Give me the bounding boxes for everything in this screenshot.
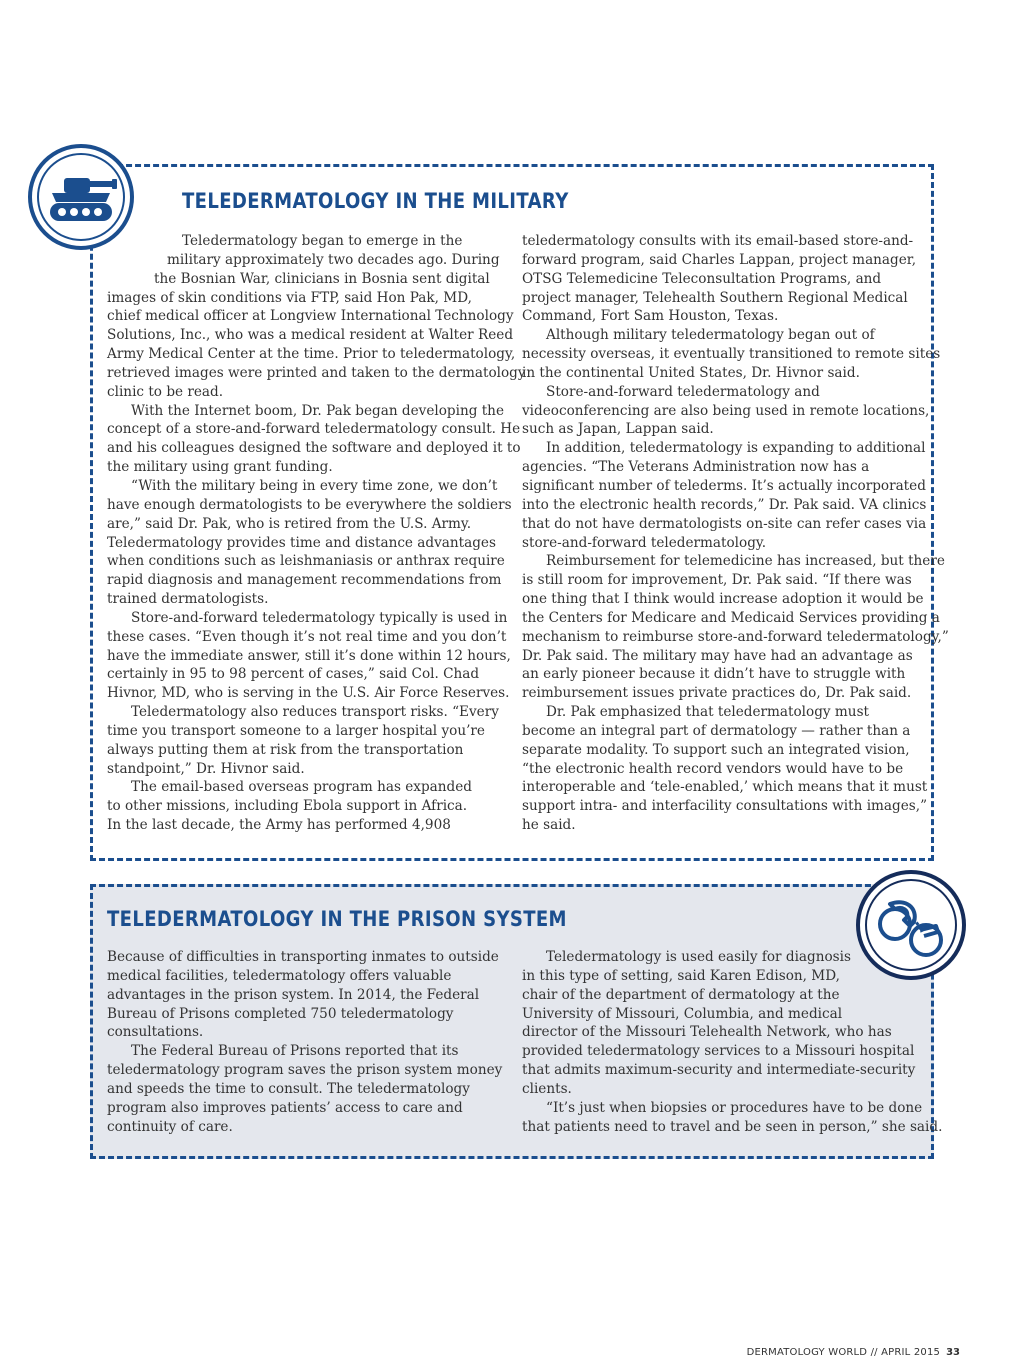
text-line: these cases. “Even though it’s not real time and you don’t [107, 628, 507, 645]
text-line: OTSG Telemedicine Teleconsultation Programs, and [522, 270, 882, 287]
text-line: consultations. [107, 1024, 204, 1041]
paragraph [107, 778, 503, 835]
paragraph [522, 552, 949, 703]
text-line: retrieved images were printed and taken to the dermatology [107, 364, 526, 381]
paragraph [522, 1099, 943, 1137]
paragraph [522, 326, 941, 383]
text-line: Reimbursement for telemedicine has increased, but there [546, 553, 945, 570]
footer-publication: DERMATOLOGY WORLD // APRIL 2015 [746, 1347, 941, 1358]
military-left-column [107, 232, 526, 835]
paragraph [107, 948, 503, 1042]
text-line: Because of difficulties in transporting inmates to outside [107, 949, 499, 965]
text-line: necessity overseas, it eventually transitioned to remote sites [522, 346, 941, 363]
text-line: have the immediate answer, still it’s done within 12 hours, [107, 647, 511, 664]
text-line: Solutions, Inc., who was a medical resident at Walter Reed [107, 327, 514, 344]
text-line: that do not have dermatologists on-site can refer cases via [522, 515, 927, 532]
text-line: With the Internet boom, Dr. Pak began developing the [131, 402, 504, 419]
text-line: when conditions such as leishmaniasis or anthrax require [107, 553, 505, 570]
text-line: support intra- and interfacility consultations with images,” [522, 798, 928, 815]
text-line: become an integral part of dermatology — rather than a [522, 722, 911, 739]
text-line: Army Medical Center at the time. Prior to teledermatology, [107, 346, 516, 363]
text-line: the Bosnian War, clinicians in Bosnia sent digital [154, 270, 490, 287]
paragraph [107, 703, 503, 778]
military-heading: TELEDERMATOLOGY IN THE MILITARY [182, 189, 569, 213]
text-line: store-and-forward teledermatology. [522, 534, 767, 551]
text-line: reimbursement issues private practices do, Dr. Pak said. [522, 685, 912, 702]
text-line: program also improves patients’ access to care and [107, 1099, 463, 1116]
text-line: that patients need to travel and be seen in person,” she said. [522, 1118, 943, 1135]
text-line: one thing that I think would increase adoption it would be [522, 591, 924, 608]
text-line: Teledermatology also reduces transport risks. “Every [131, 704, 499, 721]
text-line: continuity of care. [107, 1118, 233, 1135]
text-line: In addition, teledermatology is expanding to additional [546, 440, 926, 457]
text-line: such as Japan, Lappan said. [522, 421, 714, 438]
text-line: are,” said Dr. Pak, who is retired from the U.S. Army. [107, 515, 472, 532]
text-line: medical facilities, teledermatology offers valuable [107, 967, 452, 984]
paragraph [522, 948, 918, 1099]
text-line: teledermatology consults with its email-based store-and- [522, 233, 914, 249]
text-line: significant number of telederms. It’s actually incorporated [522, 477, 926, 494]
text-line: into the electronic health records,” Dr. Pak said. VA clinics [522, 496, 927, 513]
text-line: trained dermatologists. [107, 591, 269, 608]
text-line: videoconferencing are also being used in remote locations, [522, 402, 930, 419]
text-line: to other missions, including Ebola support in Africa. [107, 798, 468, 815]
text-line: Command, Fort Sam Houston, Texas. [522, 308, 779, 325]
paragraph [107, 1042, 503, 1136]
text-line: “the electronic health record vendors would have to be [522, 760, 904, 777]
text-line: have enough dermatologists to be everywhere the soldiers [107, 496, 512, 513]
page-number: 33 [946, 1347, 960, 1358]
text-line: chief medical officer at Longview International Technology [107, 308, 514, 325]
text-line: The email-based overseas program has expanded [131, 779, 472, 796]
text-line: Store-and-forward teledermatology and [546, 383, 820, 400]
text-line: provided teledermatology services to a Missouri hospital [522, 1043, 915, 1060]
prison-left-column [107, 948, 503, 1136]
text-line: “With the military being in every time zone, we don’t [131, 477, 498, 494]
text-line: Teledermatology began to emerge in the [182, 233, 463, 249]
text-line: he said. [522, 817, 576, 834]
text-line: forward program, said Charles Lappan, project manager, [522, 251, 917, 268]
text-line: mechanism to reimburse store-and-forward teledermatology,” [522, 628, 949, 645]
text-line: rapid diagnosis and management recommendations from [107, 572, 502, 589]
text-line: Dr. Pak emphasized that teledermatology must [546, 704, 870, 721]
text-line: standpoint,” Dr. Hivnor said. [107, 760, 305, 777]
text-line: certainly in 95 to 98 percent of cases,” said Col. Chad [107, 666, 480, 683]
text-line: chair of the department of dermatology at the [522, 986, 840, 1003]
text-line: time you transport someone to a larger hospital you’re [107, 722, 485, 739]
text-line: always putting them at risk from the transportation [107, 741, 464, 758]
text-line: military approximately two decades ago. During [167, 251, 500, 268]
text-line: project manager, Telehealth Southern Regional Medical [522, 289, 908, 306]
military-right-column [522, 232, 949, 835]
text-line: clinic to be read. [107, 383, 224, 400]
paragraph [522, 439, 927, 552]
text-line: Teledermatology provides time and distance advantages [107, 534, 496, 551]
page-footer [747, 1347, 960, 1358]
text-line: Store-and-forward teledermatology typically is used in [131, 609, 508, 626]
text-line: an early pioneer because it didn’t have to struggle with [522, 666, 906, 683]
text-line: is still room for improvement, Dr. Pak said. “If there was [522, 572, 912, 589]
text-line: Dr. Pak said. The military may have had an advantage as [522, 647, 913, 664]
text-line: The Federal Bureau of Prisons reported that its [131, 1043, 459, 1060]
paragraph [107, 402, 521, 477]
text-line: University of Missouri, Columbia, and medical [522, 1005, 843, 1022]
text-line: and speeds the time to consult. The teledermatology [107, 1080, 470, 1097]
text-line: concept of a store-and-forward teledermatology consult. He [107, 421, 521, 438]
text-line: agencies. “The Veterans Administration now has a [522, 459, 870, 476]
text-line: interoperable and ‘tele-enabled,’ which means that it must [522, 779, 928, 796]
text-line: in the continental United States, Dr. Hivnor said. [522, 364, 860, 381]
paragraph [522, 232, 918, 326]
paragraph [522, 703, 928, 835]
text-line: Hivnor, MD, who is serving in the U.S. Air Force Reserves. [107, 685, 510, 702]
text-line: the Centers for Medicare and Medicaid Services providing a [522, 609, 940, 626]
prison-right-column [522, 948, 943, 1136]
text-line: in this type of setting, said Karen Edison, MD, [522, 967, 840, 984]
text-line: “It’s just when biopsies or procedures have to be done [546, 1099, 923, 1116]
text-line: images of skin conditions via FTP, said Hon Pak, MD, [107, 289, 472, 306]
text-line: the military using grant funding. [107, 459, 333, 476]
text-line: separate modality. To support such an integrated vision, [522, 741, 910, 758]
text-line: director of the Missouri Telehealth Network, who has [522, 1024, 892, 1041]
text-line: In the last decade, the Army has performed 4,908 [107, 817, 451, 834]
prison-heading: TELEDERMATOLOGY IN THE PRISON SYSTEM [107, 907, 567, 931]
paragraph [522, 383, 930, 440]
text-line: advantages in the prison system. In 2014, the Federal [107, 986, 480, 1003]
text-line: Teledermatology is used easily for diagnosis [546, 949, 851, 965]
text-line: clients. [522, 1080, 572, 1097]
paragraph [107, 232, 526, 402]
paragraph [107, 609, 511, 703]
text-line: Bureau of Prisons completed 750 teledermatology [107, 1005, 454, 1022]
text-line: teledermatology program saves the prison system money [107, 1062, 503, 1079]
text-line: Although military teledermatology began out of [546, 327, 875, 344]
text-line: that admits maximum-security and intermediate-security [522, 1062, 916, 1079]
paragraph [107, 477, 512, 609]
text-line: and his colleagues designed the software and deployed it to [107, 440, 521, 457]
